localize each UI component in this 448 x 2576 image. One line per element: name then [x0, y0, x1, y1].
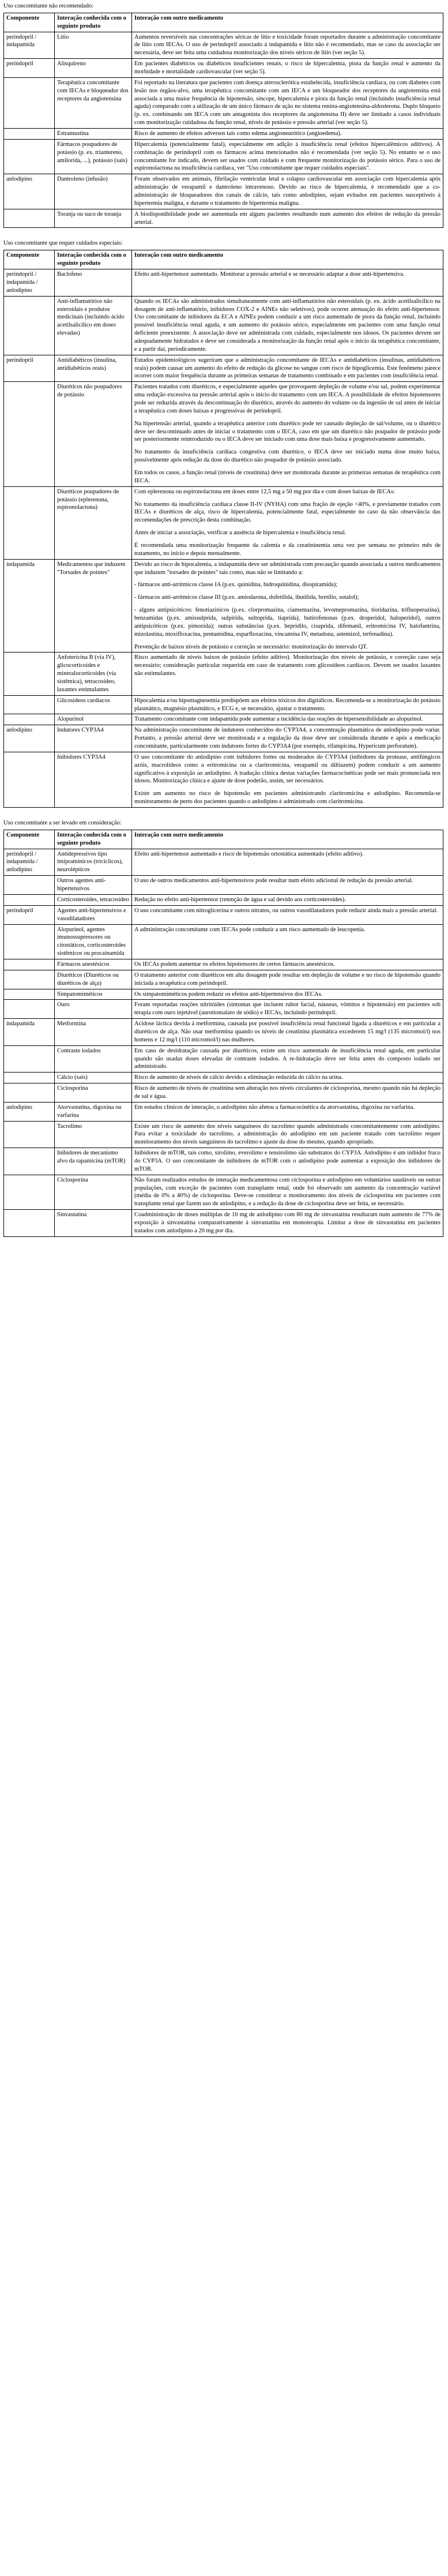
interaction-description-cell: [132, 355, 443, 382]
description-paragraph: Risco de aumento de níveis de cálcio devido a eliminação reduzida do cálcio na urina.: [134, 1074, 343, 1081]
interaction-description-cell: [132, 1000, 443, 1019]
table-row: [4, 1210, 443, 1237]
interaction-description-cell: [132, 849, 443, 876]
interaction-description-cell: [132, 1045, 443, 1073]
interaction-description-cell: [132, 924, 443, 959]
interacting-product-cell: Corticosteroides, tetracosídeo: [55, 894, 132, 905]
description-paragraph: Foram reportadas reações nitritóides (sintomas que incluem rubor facial, náuseas, vômitos e hipotensão) em pacientes sob terapia com ouro injetável (aurotiomalato de sódio) e IECAs, incluindo perindopril.: [134, 1002, 441, 1017]
component-cell: [4, 876, 55, 895]
description-paragraph: No tratamento da insuficiência cardíaca classe II-IV (NYHA) com uma fração de ejeção <40%, e previamente tratados com IECAs e diuréticos de alça, risco de hipercalemia, potencialmente fatal, especialmente no caso da não observância das recomendações de prescrição desta combinação.: [134, 501, 441, 524]
table-row: [4, 876, 443, 895]
description-paragraph: Tratamento concomitante com indapamida pode aumentar a incidência das reações de hipersensibilidade ao alopurinol.: [134, 716, 423, 723]
table-row: [4, 1073, 443, 1083]
component-cell: [4, 1000, 55, 1019]
component-cell: [4, 129, 55, 140]
table-row: [4, 752, 443, 807]
interaction-description-cell: [132, 296, 443, 355]
component-cell: [4, 653, 55, 695]
interacting-product-cell: Glicosídeos cardíacos: [55, 695, 132, 714]
interaction-description-cell: [132, 905, 443, 924]
section-title: Uso concomitante que requer cuidados especiais:: [3, 240, 123, 247]
component-cell: [4, 714, 55, 725]
section-title: Uso concomitante a ser levado em consideração:: [3, 820, 122, 827]
document-page: [0, 0, 448, 1237]
interaction-description-cell: [132, 1073, 443, 1083]
description-paragraph: Efeito anti-hipertensor aumentado e risco de hipotensão ortostática aumentado (efeito aditivo).: [134, 850, 364, 857]
description-paragraph: Estudos epidemiológicos sugeriram que a administração concomitante de IECAs e antidiabéticos (insulinas, antidiabéticos orais) podem causar um aumento do efeito de redução da glicose no sangue com risco de hipoglicemia. Este fenômeno parece ocorrer com maior frequência durante as primeiras semanas de tratamento combinado e em pacientes com insuficiência renal.: [134, 357, 441, 380]
component-cell: [4, 1045, 55, 1073]
interaction-description-cell: [132, 1019, 443, 1046]
component-cell: [4, 296, 55, 355]
table-row: [4, 1175, 443, 1209]
interacting-product-cell: Toranja ou suco de toranja: [55, 209, 132, 228]
component-cell: indapamida: [4, 1019, 55, 1046]
column-header: Interação com outro medicamento: [132, 13, 443, 32]
component-cell: [4, 695, 55, 714]
interacting-product-cell: Anti-inflamatórios não esteroidais e produtos medicinais (incluindo ácido acetilsalicílico em doses elevadas): [55, 296, 132, 355]
interaction-table: [3, 830, 443, 1237]
table-row: [4, 970, 443, 989]
component-cell: [4, 1210, 55, 1237]
description-paragraph: Na hipertensão arterial, quando a terapêutica anterior com diurético pode ter causado depleção de sal/volume, ou o diurético deve ser descontinuado antes de iniciar o tratamento com o IECA, caso em que um diurético não poupador de potássio pode ser posteriormente reintroduzido ou o IECA deve ser iniciado com uma dose mais baixa e progressivamente aumentado.: [134, 420, 441, 443]
interacting-product-cell: Fármacos poupadores de potássio (p. ex. triantereno, amilorida, ...), potássio (sais): [55, 139, 132, 174]
description-paragraph: Inibidores de mTOR, tais como, sirolimo, everolimo e tensirolimo são substratos do CYP3A. Anlodipino é um inibidor fraco do CYP3A. O uso concomitante de inibidores de mTOR com o anlodipino pode aumentar a exposição dos inibidores de mTOR.: [134, 1150, 441, 1172]
interacting-product-cell: Agentes anti-hipertensivos e vasodilatadores: [55, 905, 132, 924]
interacting-product-cell: Diuréticos (Diuréticos ou diuréticos de alça): [55, 970, 132, 989]
interacting-product-cell: Antidepressivos tipo imipramínicos (tricíclicos), neurolépticos: [55, 849, 132, 876]
description-paragraph: O uso concomitante com nitroglicerina e outros nitratos, ou outros vasodilatadores pode reduzir ainda mais a pressão arterial.: [134, 907, 438, 914]
description-paragraph: Devido ao risco de hipocalemia, a indapamida deve ser administrada com precaução quando associada a outros medicamentos que induzem "torsades de pointes" tais como, mas não se limitando a:: [134, 561, 441, 576]
table-row: [4, 1148, 443, 1175]
table-row: [4, 174, 443, 209]
description-paragraph: Os IECAs podem aumentar os efeitos hipotensores de certos fármacos anestésicos.: [134, 961, 335, 968]
description-paragraph: Risco de aumento de efeitos adversos tais como edema angioneurótico (angioedema).: [134, 130, 342, 137]
table-row: [4, 59, 443, 78]
table-header-row: [4, 13, 443, 32]
interaction-description-cell: [132, 1148, 443, 1175]
description-paragraph: Existe um aumento no risco de hipotensão em pacientes administrando claritromicina e anlodipino. Recomenda-se monitoramento de perto dos pacientes quando o anlodipino é administrado com claritromicina.: [134, 790, 441, 805]
table-row: [4, 1102, 443, 1121]
description-paragraph: Em estudos clínicos de interação, o anlodipino não afetou a farmacocinética da atorvastatina, digoxina ou varfarina.: [134, 1104, 415, 1111]
table-row: [4, 559, 443, 653]
description-paragraph: O uso concomitante do anlodipino com inibidores fortes ou moderados do CYP3A4 (inibidores da protease, antifúngicos azóis, macrolídeos como a eritromicina ou a claritromicina, verapamil ou diltiazem) podem conduzir a um aumento significativo à exposição ao anlodipino. A tradução clínica destas variações farmacocinéticas pode ser mais pronunciada nos idosos. Monitorização clínica e ajuste de dose poderão, assim, ser necessários.: [134, 753, 441, 785]
interaction-description-cell: [132, 714, 443, 725]
interaction-description-cell: [132, 653, 443, 695]
interaction-description-cell: [132, 1121, 443, 1148]
interaction-description-cell: [132, 174, 443, 209]
description-paragraph: - fármacos anti-arrítmicos classe IA (p.ex. quinidina, hidroquinidina, disopiramida);: [134, 582, 338, 588]
interaction-description-cell: [132, 382, 443, 486]
description-paragraph: Foi reportado na literatura que pacientes com doença aterosclerótica estabelecida, insuficiência cardíaca, ou com diabetes com lesão nos órgãos-alvo, uma terapêutica concomitante com um IECA e um bloqueador dos receptores da angiotensina está associada a uma maior frequência de hipotensão, síncope, hipercalemia e piora da função renal (incluindo insuficiência renal aguda) comparado com a utilização de um único fármaco de ação no sistema renina-angiotensina-aldosterona. Duplo bloqueio (p. ex. combinando um IECA com um antagonista dos receptores da angiotensina II) deve ser limitado a casos individuais com monitorização cuidadosa da função renal, níveis de potássio e pressão arterial (ver seção 5).: [134, 79, 441, 126]
component-cell: perindopril / indapamida / anlodipino: [4, 269, 55, 297]
interaction-description-cell: [132, 989, 443, 1000]
interacting-product-cell: Estramustina: [55, 129, 132, 140]
section-title: Uso concomitante não recomendado:: [3, 3, 93, 9]
table-row: [4, 129, 443, 140]
description-paragraph: Redução no efeito anti-hipertensor (retenção de água e sal devido aos corticosteroides).: [134, 896, 346, 903]
description-paragraph: O tratamento anterior com diuréticos em alta dosagem pode resultar em depleção de volume e no risco de hipotensão quando iniciada a terapêutica com perindopril.: [134, 972, 441, 987]
interacting-product-cell: Baclofeno: [55, 269, 132, 297]
component-cell: [4, 139, 55, 174]
interacting-product-cell: Inibidores CYP3A4: [55, 752, 132, 807]
component-cell: [4, 970, 55, 989]
description-paragraph: - alguns antipsicóticos: fenotiazínicos (p.ex. clorpromazina, ciamemazina, levomepromazina, tioridazina, trifluoperazina), benzamidas (p.ex. amissulprida, sulpirida, sultoprida, tiaprida), butirofenonas (p.ex. droperidol, haloperidol), outros antipsicóticos (p.ex. pimozida); outras substâncias (p.ex. bepridilo, cisaprida, difemanil, eritromicina IV, halofantrina, mizolastina, moxifloxacina, pentamidina, esparfloxacina, vincamina IV, metadona, astemizol, terfenadina).: [134, 607, 441, 638]
column-header: Interação conhecida com o seguinte produto: [55, 830, 132, 849]
component-cell: perindopril / indapamida / anlodipino: [4, 849, 55, 876]
interaction-section: [3, 1, 445, 228]
table-row: [4, 209, 443, 228]
description-paragraph: - fármacos anti-arrítmicos classe III (p.ex. amiodarona, dofetilida, ibutilida, bretílio, sotalol);: [134, 594, 359, 601]
interaction-description-cell: [132, 139, 443, 174]
table-row: [4, 296, 443, 355]
interacting-product-cell: Diuréticos não poupadores de potássio: [55, 382, 132, 486]
description-paragraph: A administração concomitante com IECAs pode conduzir a um risco aumentado de leucopenia.: [134, 926, 366, 933]
component-cell: anlodipino: [4, 1102, 55, 1121]
interacting-product-cell: Fármacos anestésicos: [55, 959, 132, 970]
interaction-description-cell: [132, 1175, 443, 1209]
interacting-product-cell: Alisquireno: [55, 59, 132, 78]
table-row: [4, 714, 443, 725]
interaction-section: [3, 238, 445, 808]
interacting-product-cell: Dantroleno (infusão): [55, 174, 132, 209]
table-row: [4, 1045, 443, 1073]
description-paragraph: Os simpatomiméticos podem reduzir os efeitos anti-hipertensivos dos IECAs.: [134, 991, 323, 998]
table-row: [4, 355, 443, 382]
description-paragraph: Prevenção de baixos níveis de potássio e correção se necessário: monitorização do intervalo QT.: [134, 643, 368, 650]
table-row: [4, 1019, 443, 1046]
interaction-description-cell: [132, 894, 443, 905]
table-row: [4, 1121, 443, 1148]
description-paragraph: Hipercalemia (potencialmente fatal), especialmente em adição à insuficiência renal (efeitos hipercalêmicos aditivos). A combinação de perindopril com os fármacos acima mencionados não é recomendada (ver seção 5). No entanto se o uso concomitante for indicado, devem ser usados com cuidado e com frequente monitorização do potássio sérico. Para o uso de espironolactona na insuficiência cardíaca, ver "Uso concomitante que requer cuidados especiais".: [134, 141, 441, 172]
interacting-product-cell: Antidiabéticos (insulina, antidiabéticos orais): [55, 355, 132, 382]
component-cell: [4, 1073, 55, 1083]
interacting-product-cell: Terapêutica concomitante com IECAs e bloqueador dos receptores da angiotensina: [55, 77, 132, 128]
component-cell: anlodipino: [4, 725, 55, 752]
interaction-description-cell: [132, 1083, 443, 1103]
table-row: [4, 77, 443, 128]
interaction-description-cell: [132, 269, 443, 297]
table-row: [4, 139, 443, 174]
table-row: [4, 894, 443, 905]
interacting-product-cell: Inibidores de mecanismo alvo da rapamicina (mTOR): [55, 1148, 132, 1175]
interacting-product-cell: Atorvastatina, digoxina ou varfarina: [55, 1102, 132, 1121]
table-row: [4, 382, 443, 486]
interaction-description-cell: [132, 959, 443, 970]
interacting-product-cell: Alopurinol: [55, 714, 132, 725]
component-cell: perindopril: [4, 355, 55, 382]
description-paragraph: Com eplerenona ou espironolactona em doses entre 12,5 mg a 50 mg por dia e com doses baixas de IECAs:: [134, 488, 395, 495]
table-row: [4, 695, 443, 714]
description-paragraph: No tratamento da insuficiência cardíaca congestiva com diurético, o IECA deve ser iniciado numa dose muito baixa, possivelmente após redução da dose do diurético não poupador de potássio associado.: [134, 449, 441, 464]
component-cell: [4, 486, 55, 559]
interaction-description-cell: [132, 32, 443, 59]
component-cell: [4, 382, 55, 486]
component-cell: [4, 1121, 55, 1148]
description-paragraph: Coadministração de doses múltiplas de 10 mg de anlodipino com 80 mg de sinvastatina resultaram num aumento de 77% de exposição à sinvastatina comparativamente à sinvastatina em monoterapia. Limitar a dose de sinvastatina em pacientes tratados com anlodipino a 20 mg por dia.: [134, 1212, 441, 1234]
description-paragraph: Pacientes tratados com diuréticos, e especialmente aqueles que provoquem depleção de volume e/ou sal, podem experimentar uma redução excessiva na pressão arterial após o início do tratamento com um IECA. A possibilidade de efeitos hipotensores pode ser reduzida através da descontinuação do diurético, através do aumento do volume ou da ingestão de sal antes de iniciar a terapêutica com doses baixas e progressivas de perindopril.: [134, 384, 441, 414]
column-header: Componente: [4, 250, 55, 269]
description-paragraph: Quando os IECAs são administrados simultaneamente com anti-inflamatórios não esteroidais (p. ex. ácido acetilsalicílico na dosagem de anti-inflamatório, inibidores COX-2 e AINEs não seletivos), pode ocorrer atenuação do efeito anti-hipertensor. Uso concomitante de inibidores da ECA e AINEs podem conduzir a um risco aumentado de piora da função renal, incluindo possível insuficiência renal aguda, e um aumento do potássio sérico, especialmente em pacientes com uma função renal deficiente preexistente. A associação deve ser administrada com cuidado, especialmente nos idosos. Os pacientes devem ser adequadamente hidratados e deve ser considerada a monitorização da função renal após o início da terapêutica concomitante, e a partir daí, periodicamente.: [134, 298, 441, 353]
component-cell: [4, 77, 55, 128]
interaction-description-cell: [132, 559, 443, 653]
interacting-product-cell: Cálcio (sais): [55, 1073, 132, 1083]
component-cell: [4, 1175, 55, 1209]
interaction-description-cell: [132, 209, 443, 228]
interacting-product-cell: Outros agentes anti-hipertensivos: [55, 876, 132, 895]
interacting-product-cell: Metformina: [55, 1019, 132, 1046]
interaction-description-cell: [132, 725, 443, 752]
interacting-product-cell: Anfotericina B (via IV), glicocorticoides e mineralocorticoides (via sistêmica), tetracosídeo, laxantes estimulantes: [55, 653, 132, 695]
column-header: Interação com outro medicamento: [132, 250, 443, 269]
table-row: [4, 1083, 443, 1103]
table-row: [4, 269, 443, 297]
table-header-row: [4, 250, 443, 269]
interacting-product-cell: Contraste iodados: [55, 1045, 132, 1073]
description-paragraph: Risco aumentado de níveis baixos de potássio (efeito aditivo). Monitorização dos níveis de potássio, e correção caso seja necessário; consideração particular requerida em caso de tratamento com glicosídeos cardíacos. Devem ser usados laxantes não estimulantes.: [134, 654, 441, 677]
interacting-product-cell: Alopurinol, agentes imunossupressores ou citostáticos, corticosteroides sistêmicos ou procainamida: [55, 924, 132, 959]
interaction-description-cell: [132, 752, 443, 807]
table-row: [4, 32, 443, 59]
description-paragraph: Efeito anti-hipertensor aumentado. Monitorar a pressão arterial e se necessário adaptar a dose anti-hipertensiva.: [134, 271, 405, 278]
column-header: Interação conhecida com o seguinte produto: [55, 250, 132, 269]
component-cell: [4, 924, 55, 959]
description-paragraph: Acidose láctica devida à metformina, causada por possível insuficiência renal funcional ligada a diuréticos e em particular a diuréticos de alça. Não usar metformina quando os níveis de creatinina plasmática excederem 15 mg/l (135 micromol/l) nos homens e 12 mg/l (110 micromol/l) nas mulheres.: [134, 1021, 441, 1043]
description-paragraph: Na administração concomitante de indutores conhecidos do CYP3A4, a concentração plasmática de anlodipino pode variar. Portanto, a pressão arterial deve ser monitorada e a regulação da dose deve ser considerada durante e após a medicação concomitante, particularmente com indutores fortes do CYP3A4 (por exemplo, rifampicina, Hypericum perforatum).: [134, 727, 441, 750]
component-cell: perindopril: [4, 59, 55, 78]
interacting-product-cell: Ciclosporina: [55, 1175, 132, 1209]
interacting-product-cell: Ouro: [55, 1000, 132, 1019]
description-paragraph: Existe um risco de aumento dos níveis sanguíneos do tacrolimo quando administrado concomitantemente com anlodipino. Para evitar a toxicidade do tacrolimo, a administração do anlodipino em um paciente tratado com tacrolimo requer monitoramento dos níveis sanguíneos do tacrolimo e ajuste da dose do mesmo, quando apropriado.: [134, 1123, 441, 1146]
interacting-product-cell: Ciclosporina: [55, 1083, 132, 1103]
interaction-description-cell: [132, 695, 443, 714]
table-row: [4, 653, 443, 695]
interacting-product-cell: Indutores CYP3A4: [55, 725, 132, 752]
interaction-description-cell: [132, 1210, 443, 1237]
interacting-product-cell: Diuréticos poupadores de potássio (eplerenona, espironolactona): [55, 486, 132, 559]
interaction-description-cell: [132, 77, 443, 128]
description-paragraph: Não foram realizados estudos de interação medicamentosa com ciclosporina e anlodipino em voluntários saudáveis ou outras populações, com exceção de pacientes com transplante renal, onde foi observado um aumento da concentração variável (média de 0% a 40%) de ciclosporina. Deve-se considerar o monitoramento dos níveis de ciclosporina em pacientes com transplante renal que fazem uso de anlodipino, e a redução da dose de ciclosporina deve ser feita, se necessário.: [134, 1176, 441, 1208]
interaction-table: [3, 250, 443, 808]
column-header: Componente: [4, 13, 55, 32]
interaction-description-cell: [132, 876, 443, 895]
description-paragraph: Em todos os casos, a função renal (níveis de creatinina) deve ser monitorada durante as primeiras semanas de terapêutica com IECA.: [134, 469, 441, 484]
description-paragraph: Risco de aumento de níveis de creatinina sem alteração nos níveis circulantes de ciclosporina, mesmo quando não há depleção de sal e água.: [134, 1085, 441, 1100]
table-row: [4, 486, 443, 559]
description-paragraph: Foram observados em animais, fibrilação ventricular letal e colapso cardiovascular em associação com hipercalemia após administração de verapamil e dantroleno intravenoso. Devido ao risco de hipercalemia, é recomendado que a co-administração de bloqueadores dos canais de cálcio, tais como anlodipino, sejam evitados em pacientes susceptíveis à hipertermia maligna, e durante o tratamento de hipertermia maligna.: [134, 176, 441, 207]
interacting-product-cell: Simpatomiméticos: [55, 989, 132, 1000]
component-cell: [4, 1148, 55, 1175]
table-row: [4, 725, 443, 752]
interacting-product-cell: Tacrolimo: [55, 1121, 132, 1148]
component-cell: perindopril / indapamida: [4, 32, 55, 59]
component-cell: indapamida: [4, 559, 55, 653]
description-paragraph: Aumentos reversíveis nas concentrações séricas de lítio e toxicidade foram reportados durante a administração concomitante de lítio com IECAs. O uso de perindopril associado à indapamida e lítio não é recomendado, mas se caso da associação ser necessária, deve ser feita uma cuidadosa monitorização dos níveis séricos de lítio (ver seção 5).: [134, 33, 441, 57]
interacting-product-cell: Medicamentos que induzem "Torsades de pointes": [55, 559, 132, 653]
table-row: [4, 989, 443, 1000]
interacting-product-cell: Sinvastatina: [55, 1210, 132, 1237]
description-paragraph: Em pacientes diabéticos ou diabéticos insuficientes renais, o risco de hipercalemia, piora da função renal e aumento da morbidade e mortalidade cardiovascular (ver seção 5).: [134, 61, 441, 76]
table-row: [4, 924, 443, 959]
description-paragraph: O uso de outros medicamentos anti-hipertensivos pode resultar num efeito adicional de redução da pressão arterial.: [134, 878, 413, 884]
component-cell: [4, 894, 55, 905]
component-cell: [4, 989, 55, 1000]
interaction-description-cell: [132, 129, 443, 140]
table-row: [4, 1000, 443, 1019]
component-cell: anlodipino: [4, 174, 55, 209]
interaction-description-cell: [132, 59, 443, 78]
interaction-description-cell: [132, 486, 443, 559]
table-header-row: [4, 830, 443, 849]
description-paragraph: Antes de iniciar a associação, verificar a ausência de hipercalemia e insuficiência renal.: [134, 530, 347, 537]
description-paragraph: Hipocalemia e/ou hipomagnesemia predispõem aos efeitos tóxicos dos digitálicos. Recomenda-se a monitorização do potássio plasmático, magnésio plasmático, e ECG e, se necessário, ajustar o tratamento.: [134, 697, 441, 712]
component-cell: [4, 209, 55, 228]
description-paragraph: A biodisponibilidade pode ser aumentada em alguns pacientes resultando num aumento dos efeitos de redução da pressão arterial.: [134, 211, 441, 226]
column-header: Interação com outro medicamento: [132, 830, 443, 849]
component-cell: perindopril: [4, 905, 55, 924]
column-header: Interação conhecida com o seguinte produto: [55, 13, 132, 32]
interaction-section: [3, 818, 445, 1237]
table-row: [4, 849, 443, 876]
interacting-product-cell: Lítio: [55, 32, 132, 59]
column-header: Componente: [4, 830, 55, 849]
component-cell: [4, 959, 55, 970]
description-paragraph: É recomendada uma monitorização frequente da calemia e da creatininemia uma vez por semana no primeiro mês de tratamento, no início e depois mensalmente.: [134, 542, 441, 557]
component-cell: [4, 1083, 55, 1103]
component-cell: [4, 752, 55, 807]
interaction-description-cell: [132, 1102, 443, 1121]
description-paragraph: Em caso de desidratação causada por diuréticos, existe um risco aumentado de insuficiência renal aguda, em particular quando são usadas doses elevadas de contraste iodados. A re-hidratação deve ser feita antes do composto iodado ser administrado.: [134, 1047, 441, 1070]
table-row: [4, 905, 443, 924]
interaction-table: [3, 13, 443, 228]
table-row: [4, 959, 443, 970]
interaction-description-cell: [132, 970, 443, 989]
